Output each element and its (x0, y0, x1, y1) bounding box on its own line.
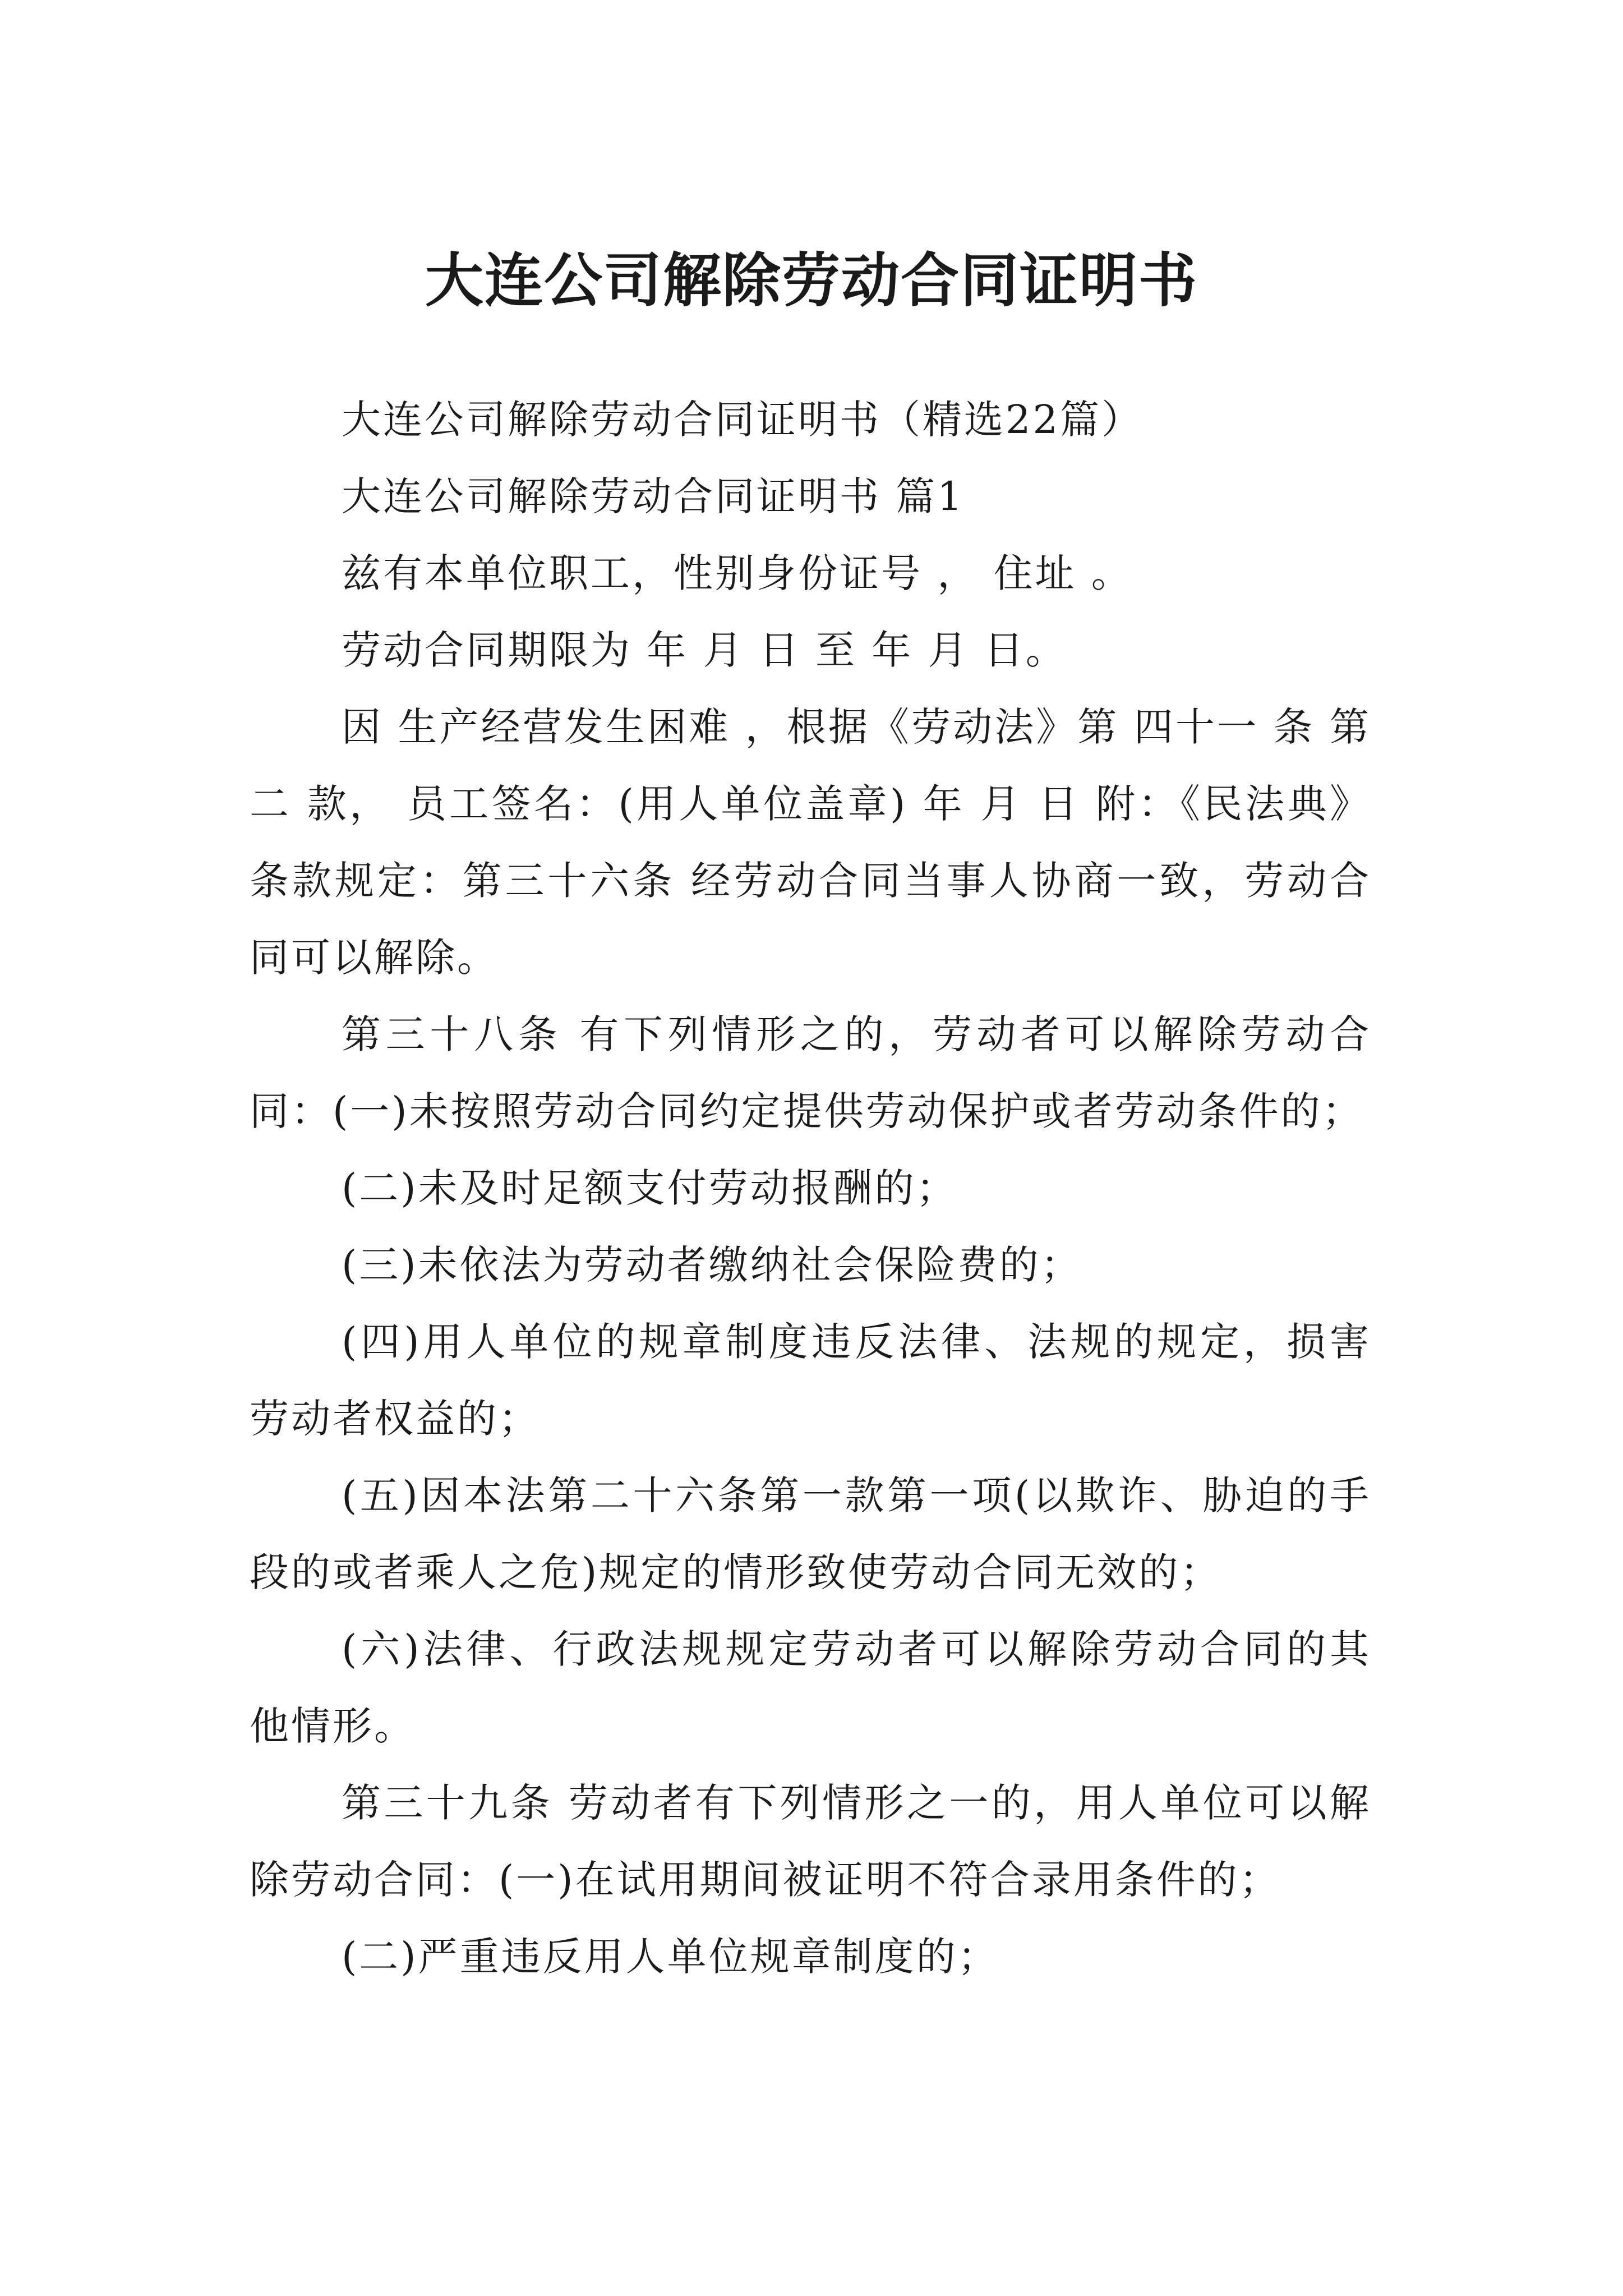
paragraph: 第三十八条 有下列情形之的，劳动者可以解除劳动合同：(一)未按照劳动合同约定提供劳动保护或者劳动条件的； (250, 1011, 1371, 1134)
paragraph: 兹有本单位职工，性别身份证号 ， 住址 。 (342, 550, 1133, 596)
document-body (250, 381, 1371, 1995)
document-title: 大连公司解除劳动合同证明书 (425, 245, 1198, 315)
paragraph: (二)严重违反用人单位规章制度的； (342, 1934, 999, 1980)
paragraph: 第三十九条 劳动者有下列情形之一的，用人单位可以解除劳动合同：(一)在试用期间被证明不符合录用条件的； (250, 1780, 1371, 1903)
paragraph: 大连公司解除劳动合同证明书（精选22篇） (342, 397, 1144, 443)
paragraph: (四)用人单位的规章制度违反法律、法规的规定，损害劳动者权益的； (250, 1319, 1371, 1442)
paragraph: 劳动合同期限为 年 月 日 至 年 月 日。 (342, 627, 1067, 673)
paragraph: (三)未依法为劳动者缴纳社会保险费的； (342, 1242, 1082, 1288)
paragraph: (五)因本法第二十六条第一款第一项(以欺诈、胁迫的手段的或者乘人之危)规定的情形致使劳动合同无效的； (250, 1473, 1371, 1595)
paragraph: 因 生产经营发生困难 ，根据《劳动法》第 四十一 条 第 二 款， 员工签名：(用人单位盖章) 年 月 日 附：《民法典》条款规定：第三十六条 经劳动合同当事人协商一致，劳动合同可以解除。 (250, 704, 1371, 981)
paragraph: (六)法律、行政法规规定劳动者可以解除劳动合同的其他情形。 (250, 1626, 1371, 1749)
paragraph: (二)未及时足额支付劳动报酬的； (342, 1165, 958, 1211)
paragraph: 大连公司解除劳动合同证明书 篇1 (342, 473, 965, 519)
